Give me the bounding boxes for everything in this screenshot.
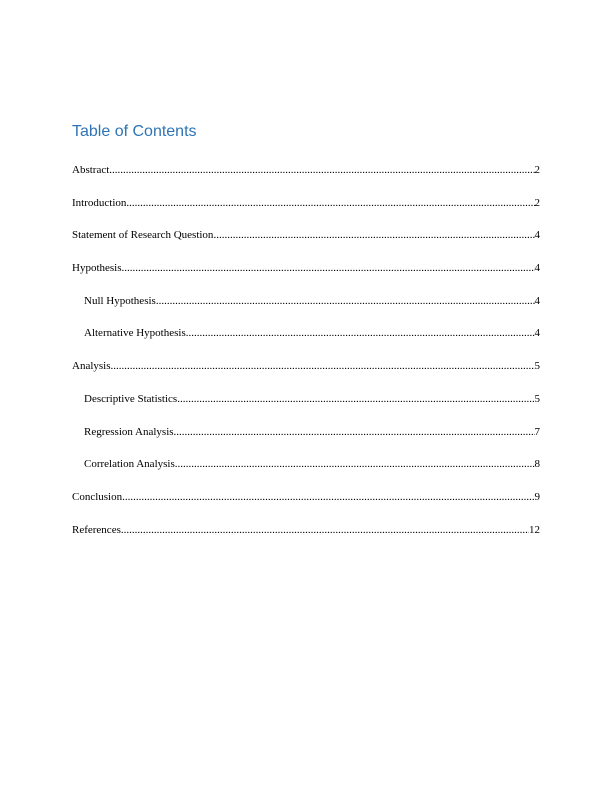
toc-dot-leader [122, 488, 534, 506]
toc-page-number: 4 [534, 229, 540, 242]
toc-dot-leader [111, 357, 535, 375]
toc-entry-research-question[interactable] [72, 226, 540, 259]
toc-entry-descriptive-statistics[interactable] [72, 390, 540, 423]
toc-page-number: 8 [534, 458, 540, 471]
toc-entry-analysis[interactable] [72, 357, 540, 390]
toc-page-number: 4 [534, 262, 540, 275]
toc-page-number: 2 [534, 196, 540, 209]
toc-dot-leader [156, 292, 535, 310]
toc-entry-alternative-hypothesis[interactable] [72, 324, 540, 357]
toc-title: Table of Contents [72, 123, 197, 140]
toc-entry-abstract[interactable] [72, 161, 540, 194]
toc-page-number: 5 [534, 360, 540, 373]
toc-entry-label: Conclusion [72, 490, 123, 503]
toc-dot-leader [186, 324, 535, 342]
toc-dot-leader [109, 161, 534, 179]
toc-entry-label: Alternative Hypothesis [84, 327, 186, 340]
toc-entry-label: Introduction [72, 196, 127, 209]
toc-entry-label: Null Hypothesis [84, 294, 156, 307]
toc-page-number: 12 [529, 523, 540, 536]
toc-page-number: 9 [534, 490, 540, 503]
toc-dot-leader [175, 455, 535, 473]
table-of-contents [72, 161, 540, 553]
toc-dot-leader [122, 259, 535, 277]
toc-page-number: 5 [534, 392, 540, 405]
toc-entry-label: References [72, 523, 121, 536]
toc-entry-hypothesis[interactable] [72, 259, 540, 292]
toc-entry-label: Descriptive Statistics [84, 392, 178, 405]
toc-page-number: 4 [534, 327, 540, 340]
toc-entry-regression-analysis[interactable] [72, 423, 540, 456]
toc-dot-leader [121, 521, 529, 539]
toc-page-number: 4 [534, 294, 540, 307]
toc-page-number: 7 [534, 425, 540, 438]
toc-entry-correlation-analysis[interactable] [72, 455, 540, 488]
toc-entry-label: Analysis [72, 360, 111, 373]
toc-dot-leader [126, 194, 534, 212]
toc-entry-conclusion[interactable] [72, 488, 540, 521]
toc-entry-references[interactable] [72, 521, 540, 554]
toc-entry-null-hypothesis[interactable] [72, 292, 540, 325]
toc-entry-label: Regression Analysis [84, 425, 174, 438]
toc-dot-leader [213, 226, 534, 244]
toc-dot-leader [174, 423, 535, 441]
toc-entry-label: Correlation Analysis [84, 458, 175, 471]
toc-page-number: 2 [534, 164, 540, 176]
toc-entry-introduction[interactable] [72, 194, 540, 227]
toc-entry-label: Statement of Research Question [72, 229, 214, 242]
toc-entry-label: Hypothesis [72, 262, 122, 275]
toc-dot-leader [177, 390, 534, 408]
toc-entry-label: Abstract [72, 164, 110, 176]
